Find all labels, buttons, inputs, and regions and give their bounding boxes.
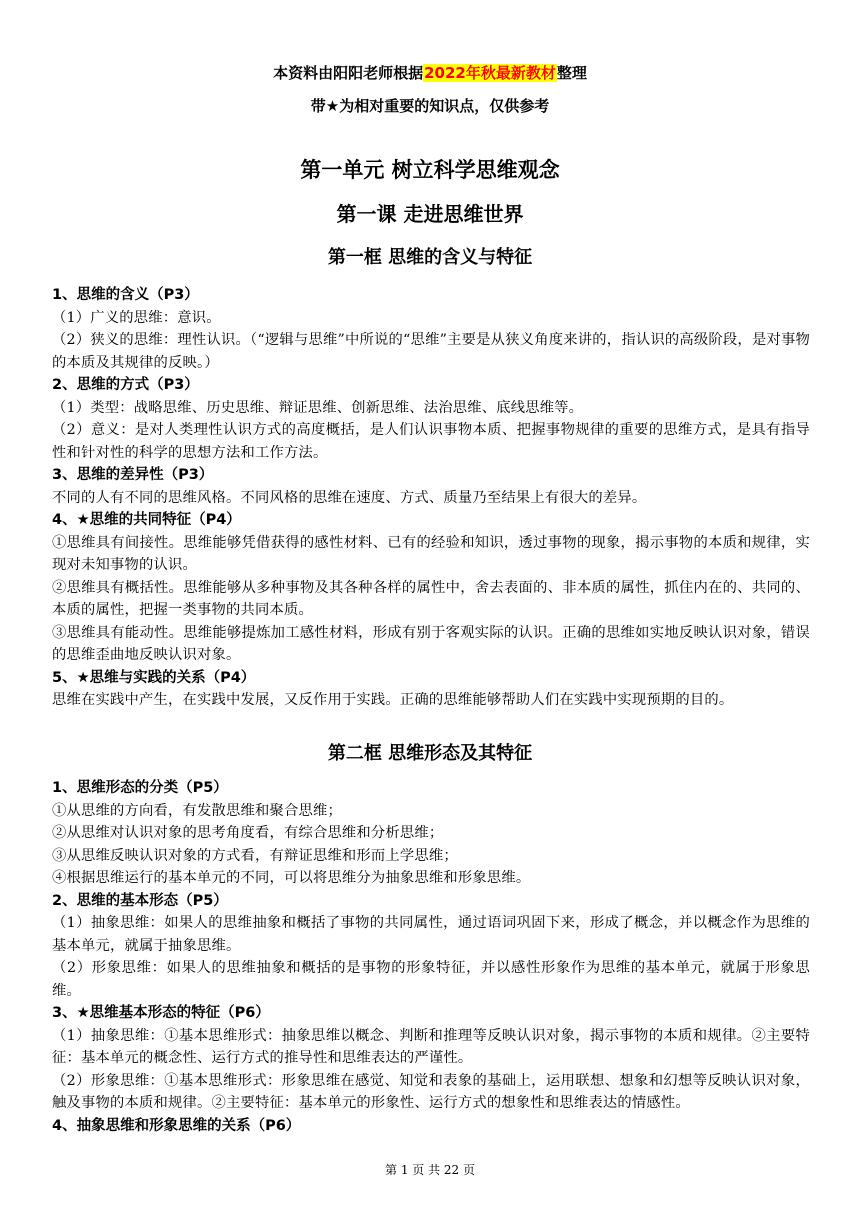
frame1-title: 第一框 思维的含义与特征 — [327, 247, 533, 268]
section-heading: 1、思维的含义（P3） — [52, 287, 199, 303]
section-heading: 2、思维的基本形态（P5） — [52, 892, 228, 909]
section-heading: 3、★思维基本形态的特征（P6） — [52, 1005, 270, 1021]
paragraph: ④根据思维运行的基本单元的不同，可以将思维分为抽象思维和形象思维。 — [52, 870, 531, 886]
paragraph: ③从思维反映认识对象的方式看，有辩证思维和形而上学思维； — [52, 847, 458, 864]
paragraph: ①从思维的方向看，有发散思维和聚合思维； — [52, 802, 342, 819]
paragraph: （2）意义：是对人类理性认识方式的高度概括，是人们认识事物本质、把握事物规律的重要的思维方式，是具有指导性和针对性的科学的思想方法和工作方法。 — [52, 422, 810, 461]
paragraph: ②思维具有概括性。思维能够从多种事物及其各种各样的属性中，舍去表面的、非本质的属性，抓住内在的、共同的、本质的属性，把握一类事物的共同本质。 — [52, 579, 810, 618]
paragraph: （2）形象思维：如果人的思维抽象和概括的是事物的形象特征，并以感性形象作为思维的基本单元，就属于形象思维。 — [52, 960, 810, 999]
paragraph: （2）形象思维：①基本思维形式：形象思维在感觉、知觉和表象的基础上，运用联想、想象和幻想等反映认识对象，触及事物的本质和规律。②主要特征：基本单元的形象性、运行方式的想象性和思维表达的情感性。 — [52, 1072, 810, 1111]
paragraph: ②从思维对认识对象的思考角度看，有综合思维和分析思维； — [52, 825, 444, 841]
paragraph: ①思维具有间接性。思维能够凭借获得的感性材料、已有的经验和知识，透过事物的现象，揭示事物的本质和规律，实现对未知事物的认识。 — [52, 534, 810, 573]
paragraph: （1）抽象思维：如果人的思维抽象和概括了事物的共同属性，通过语词巩固下来，形成了概念，并以概念作为思维的基本单元，就属于抽象思维。 — [52, 915, 810, 954]
paragraph: 不同的人有不同的思维风格。不同风格的思维在速度、方式、质量乃至结果上有很大的差异。 — [52, 489, 647, 506]
paragraph: （2）狭义的思维：理性认识。（“逻辑与思维”中所说的“思维”主要是从狭义角度来讲的，指认识的高级阶段，是对事物的本质及其规律的反映。） — [52, 332, 810, 371]
paragraph: （1）抽象思维：①基本思维形式：抽象思维以概念、判断和推理等反映认识对象，揭示事物的本质和规律。②主要特征：基本单元的概念性、运行方式的推导性和思维表达的严谨性。 — [52, 1027, 810, 1066]
section-heading: 4、抽象思维和形象思维的关系（P6） — [52, 1117, 301, 1134]
paragraph: （1）广义的思维：意识。 — [52, 309, 221, 326]
header-highlight: 2022年秋最新教材 — [424, 64, 556, 82]
section-heading: 1、思维形态的分类（P5） — [52, 780, 228, 796]
header-note: 带★为相对重要的知识点，仅供参考 — [310, 97, 550, 115]
section-heading: 3、思维的差异性（P3） — [52, 467, 214, 483]
header-source-line — [0, 62, 860, 84]
paragraph: （1）类型：战略思维、历史思维、辩证思维、创新思维、法治思维、底线思维等。 — [52, 399, 584, 416]
header-source-text: 本资料由阳阳老师根据 — [273, 64, 424, 82]
frame1-content — [52, 284, 810, 712]
frame2-title: 第二框 思维形态及其特征 — [327, 743, 533, 764]
header-source-suffix: 整理 — [556, 64, 587, 82]
page-footer: 第 1 页 共 22 页 — [385, 1163, 475, 1177]
unit-title: 第一单元 树立科学思维观念 — [300, 158, 560, 182]
paragraph: 思维在实践中产生，在实践中发展，又反作用于实践。正确的思维能够帮助人们在实践中实现预期的目的。 — [52, 692, 734, 708]
section-heading: 4、★思维的共同特征（P4） — [52, 512, 241, 528]
lesson-title: 第一课 走进思维世界 — [336, 202, 524, 226]
paragraph: ③思维具有能动性。思维能够提炼加工感性材料，形成有别于客观实际的认识。正确的思维如实地反映认识对象，错误的思维歪曲地反映认识对象。 — [52, 624, 810, 663]
section-heading: 5、★思维与实践的关系（P4） — [52, 669, 256, 686]
frame2-content — [52, 777, 810, 1137]
section-heading: 2、思维的方式（P3） — [52, 377, 199, 393]
